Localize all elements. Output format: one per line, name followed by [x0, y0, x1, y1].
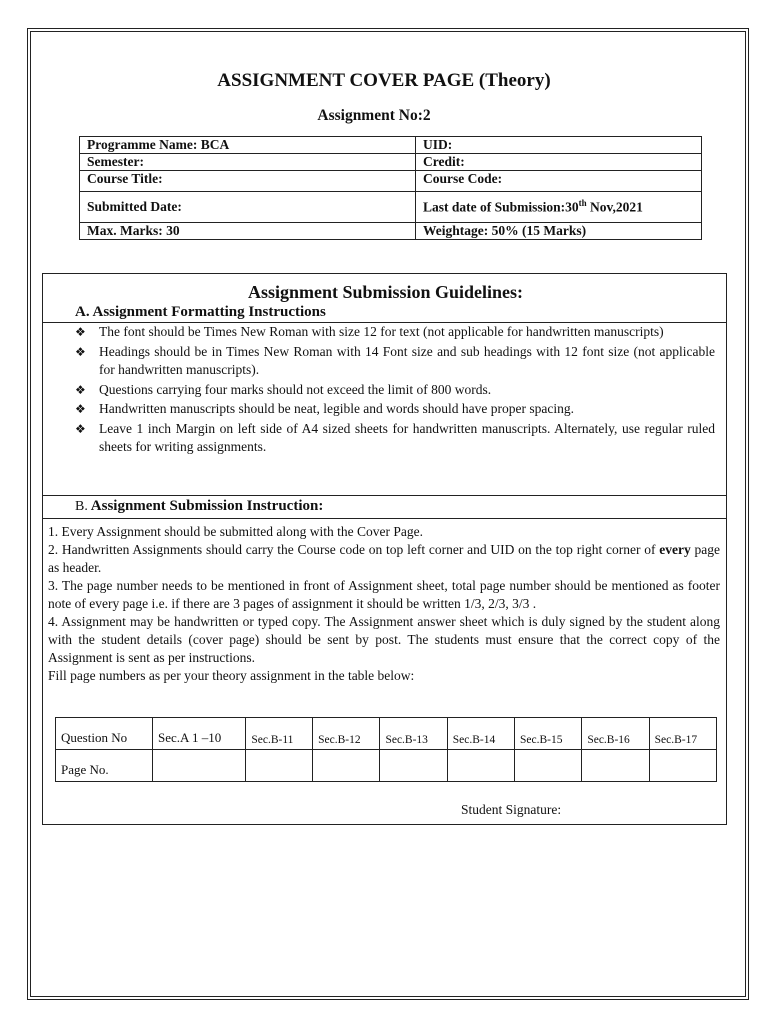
divider: [43, 495, 726, 496]
page-no-cell[interactable]: [246, 750, 313, 782]
table-row: [56, 718, 717, 750]
assignment-number: Assignment No:2: [317, 107, 431, 124]
sec-b-13-header: Sec.B-13: [380, 718, 447, 750]
diamond-bullet-icon: ❖: [75, 344, 86, 359]
uid-cell: UID:: [416, 137, 702, 154]
diamond-bullet-icon: ❖: [75, 421, 86, 436]
submission-instructions: [48, 523, 720, 685]
guidelines-title: Assignment Submission Guidelines:: [247, 282, 524, 302]
last-date-cell: [416, 192, 702, 223]
credit-cell: Credit:: [416, 154, 702, 171]
sec-b-15-header: Sec.B-15: [515, 718, 582, 750]
sec-b-11-header: Sec.B-11: [246, 718, 313, 750]
submitted-date-cell: Submitted Date:: [80, 192, 416, 223]
page-no-cell[interactable]: [649, 750, 716, 782]
page-number-table: [55, 717, 717, 782]
page-no-cell[interactable]: [447, 750, 514, 782]
sec-a-header: Sec.A 1 –10: [153, 718, 246, 750]
page-no-cell[interactable]: [582, 750, 649, 782]
page-no-cell[interactable]: [153, 750, 246, 782]
list-item: ❖ Questions carrying four marks should not exceed the limit of 800 words.: [75, 381, 715, 400]
diamond-bullet-icon: ❖: [75, 402, 86, 416]
course-title-cell: Course Title:: [80, 171, 416, 192]
semester-cell: Semester:: [80, 154, 416, 171]
table-row: [56, 750, 717, 782]
page-no-cell[interactable]: [313, 750, 380, 782]
divider: [43, 518, 726, 519]
diamond-bullet-icon: ❖: [75, 325, 86, 339]
instruction-3: 3. The page number needs to be mentioned in front of Assignment sheet, total page number should be mentioned as footer note of every page i.e. if there are 3 pages of assignment it should be written 1/3, 2/3, 3/3 .: [48, 578, 720, 611]
course-code-cell: Course Code:: [416, 171, 702, 192]
page-title: ASSIGNMENT COVER PAGE (Theory): [217, 70, 551, 91]
sec-b-16-header: Sec.B-16: [582, 718, 649, 750]
section-b-heading: B. Assignment Submission Instruction:: [75, 498, 324, 514]
list-item: ❖ The font should be Times New Roman with size 12 for text (not applicable for handwritten manuscripts): [75, 323, 715, 342]
section-a-heading: A. Assignment Formatting Instructions: [75, 304, 326, 320]
list-item: ❖ Handwritten manuscripts should be neat, legible and words should have proper spacing.: [75, 400, 715, 419]
instruction-4: 4. Assignment may be handwritten or typed copy. The Assignment answer sheet which is duly signed by the student along with the student details (cover page) should be sent by post. The students must ensure that the correct copy of the Assignment is sent as per instructions.: [48, 614, 720, 665]
last-date-sup: th: [578, 198, 587, 209]
question-no-header: Question No: [56, 718, 153, 750]
page-no-label: Page No.: [56, 750, 153, 782]
programme-name-cell: Programme Name: BCA: [80, 137, 416, 154]
instruction-5: Fill page numbers as per your theory assignment in the table below:: [48, 668, 415, 683]
instruction-2: 2. Handwritten Assignments should carry the Course code on top left corner and UID on the top right corner of every page as header.: [48, 542, 720, 575]
diamond-bullet-icon: ❖: [75, 382, 86, 397]
page-no-cell[interactable]: [515, 750, 582, 782]
page-no-cell[interactable]: [380, 750, 447, 782]
last-date-prefix: Last date of Submission:30: [423, 199, 579, 215]
list-item: ❖ Headings should be in Times New Roman with 14 Font size and sub headings with 12 font size (not applicable for handwritten manuscripts).: [75, 343, 715, 377]
student-info-table: [79, 136, 702, 240]
student-signature-label: Student Signature:: [461, 802, 562, 817]
instruction-1: 1. Every Assignment should be submitted along with the Cover Page.: [48, 524, 423, 539]
sec-b-17-header: Sec.B-17: [649, 718, 716, 750]
weightage-cell: Weightage: 50% (15 Marks): [416, 223, 702, 240]
max-marks-cell: Max. Marks: 30: [80, 223, 416, 240]
list-item: ❖ Leave 1 inch Margin on left side of A4 sized sheets for handwritten manuscripts. Alternately, use regular ruled sheets for writing assignments.: [75, 420, 715, 454]
guidelines-box: [42, 273, 727, 825]
formatting-bullets: [75, 323, 715, 458]
sec-b-12-header: Sec.B-12: [313, 718, 380, 750]
sec-b-14-header: Sec.B-14: [447, 718, 514, 750]
last-date-suffix: Nov,2021: [586, 199, 643, 215]
